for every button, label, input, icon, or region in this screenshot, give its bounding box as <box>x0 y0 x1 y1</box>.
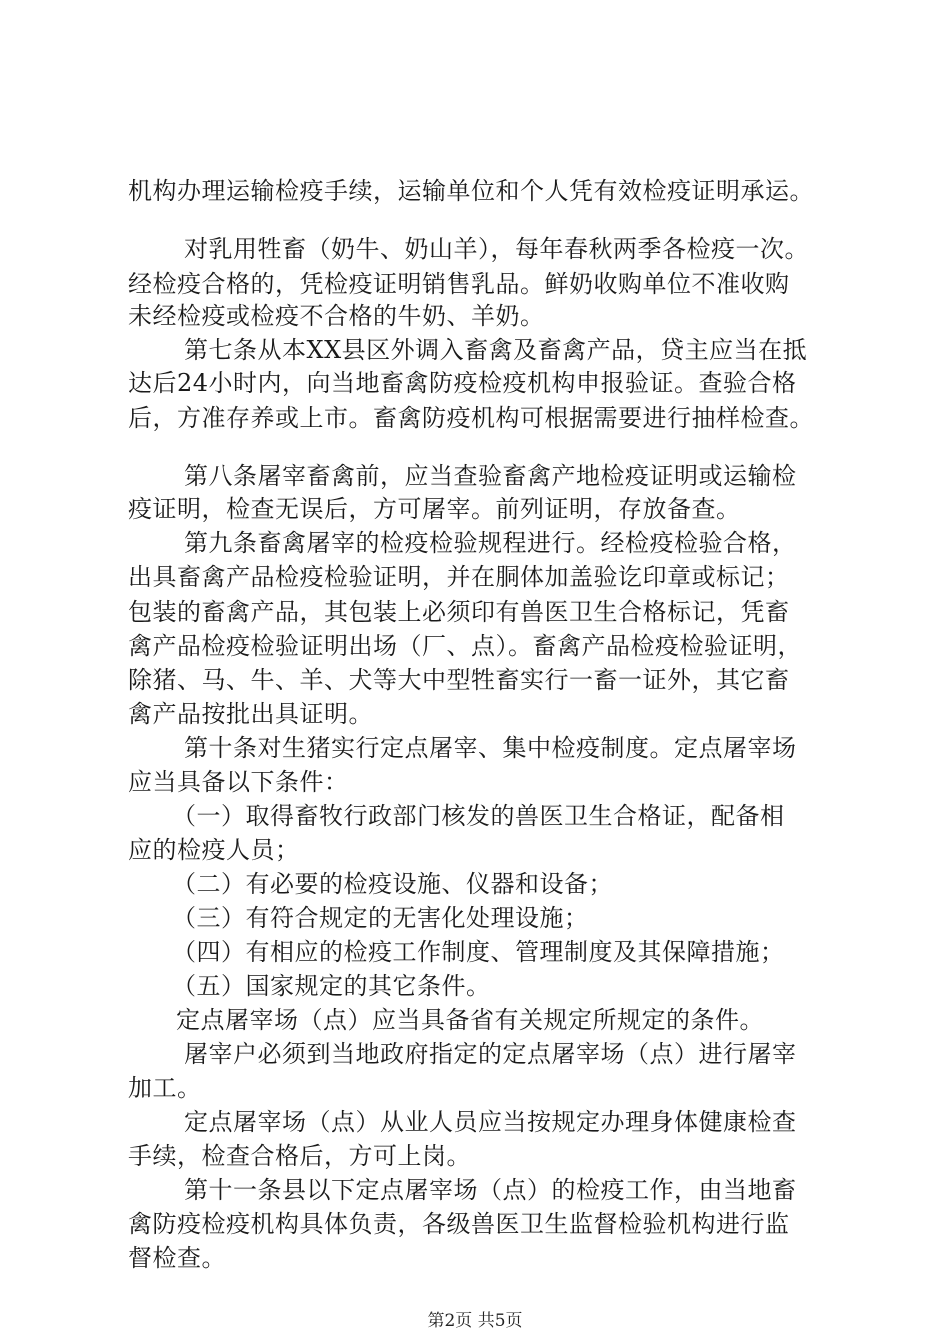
text-line: 禽防疫检疫机构具体负责，各级兽医卫生监督检验机构进行监 <box>128 1210 790 1238</box>
text-line: 应的检疫人员； <box>128 836 300 864</box>
list-item: （四）有相应的检疫工作制度、管理制度及其保障措施； <box>172 938 785 966</box>
page-number-footer: 第2页 共5页 <box>427 1311 523 1331</box>
list-item: （二）有必要的检疫设施、仪器和设备； <box>172 870 613 898</box>
paragraph-first-line: 第九条畜禽屠宰的检疫检验规程进行。经检疫检验合格， <box>184 529 797 557</box>
text-line: 经检疫合格的，凭检疫证明销售乳品。鲜奶收购单位不准收购 <box>128 270 790 298</box>
paragraph-first-line: 第十条对生猪实行定点屠宰、集中检疫制度。定点屠宰场 <box>184 734 797 762</box>
text-line: 疫证明，检查无误后，方可屠宰。前列证明，存放备查。 <box>128 495 741 523</box>
text-line: 未经检疫或检疫不合格的牛奶、羊奶。 <box>128 302 545 330</box>
text-line: 达后24小时内，向当地畜禽防疫检疫机构申报验证。查验合格 <box>128 369 797 397</box>
list-item: （一）取得畜牧行政部门核发的兽医卫生合格证，配备相 <box>172 802 785 830</box>
paragraph-first-line: 定点屠宰场（点）应当具备省有关规定所规定的条件。 <box>176 1006 764 1034</box>
paragraph-first-line: 定点屠宰场（点）从业人员应当按规定办理身体健康检查 <box>184 1108 797 1136</box>
list-item: （三）有符合规定的无害化处理设施； <box>172 904 589 932</box>
text-line: 出具畜禽产品检疫检验证明，并在胴体加盖验讫印章或标记； <box>128 563 790 591</box>
text-line: 机构办理运输检疫手续，运输单位和个人凭有效检疫证明承运。 <box>128 177 814 205</box>
paragraph-first-line: 第七条从本XX县区外调入畜禽及畜禽产品，贷主应当在抵 <box>184 336 808 364</box>
text-line: 禽产品按批出具证明。 <box>128 700 373 728</box>
text-line: 督检查。 <box>128 1244 226 1272</box>
text-line: 应当具备以下条件： <box>128 768 349 796</box>
list-item: （五）国家规定的其它条件。 <box>172 972 491 1000</box>
text-line: 禽产品检疫检验证明出场（厂、点）。畜禽产品检疫检验证明， <box>128 632 802 660</box>
paragraph-first-line: 屠宰户必须到当地政府指定的定点屠宰场（点）进行屠宰 <box>184 1040 797 1068</box>
text-line: 加工。 <box>128 1074 202 1102</box>
text-line: 手续，检查合格后，方可上岗。 <box>128 1142 471 1170</box>
paragraph-first-line: 第十一条县以下定点屠宰场（点）的检疫工作，由当地畜 <box>184 1176 797 1204</box>
paragraph-first-line: 第八条屠宰畜禽前，应当查验畜禽产地检疫证明或运输检 <box>184 462 797 490</box>
text-line: 后，方准存养或上市。畜禽防疫机构可根据需要进行抽样检查。 <box>128 404 814 432</box>
text-line: 除猪、马、牛、羊、犬等大中型牲畜实行一畜一证外，其它畜 <box>128 666 790 694</box>
paragraph-first-line: 对乳用牲畜（奶牛、奶山羊），每年春秋两季各检疫一次。 <box>184 235 809 263</box>
text-line: 包装的畜禽产品，其包装上必须印有兽医卫生合格标记，凭畜 <box>128 598 790 626</box>
